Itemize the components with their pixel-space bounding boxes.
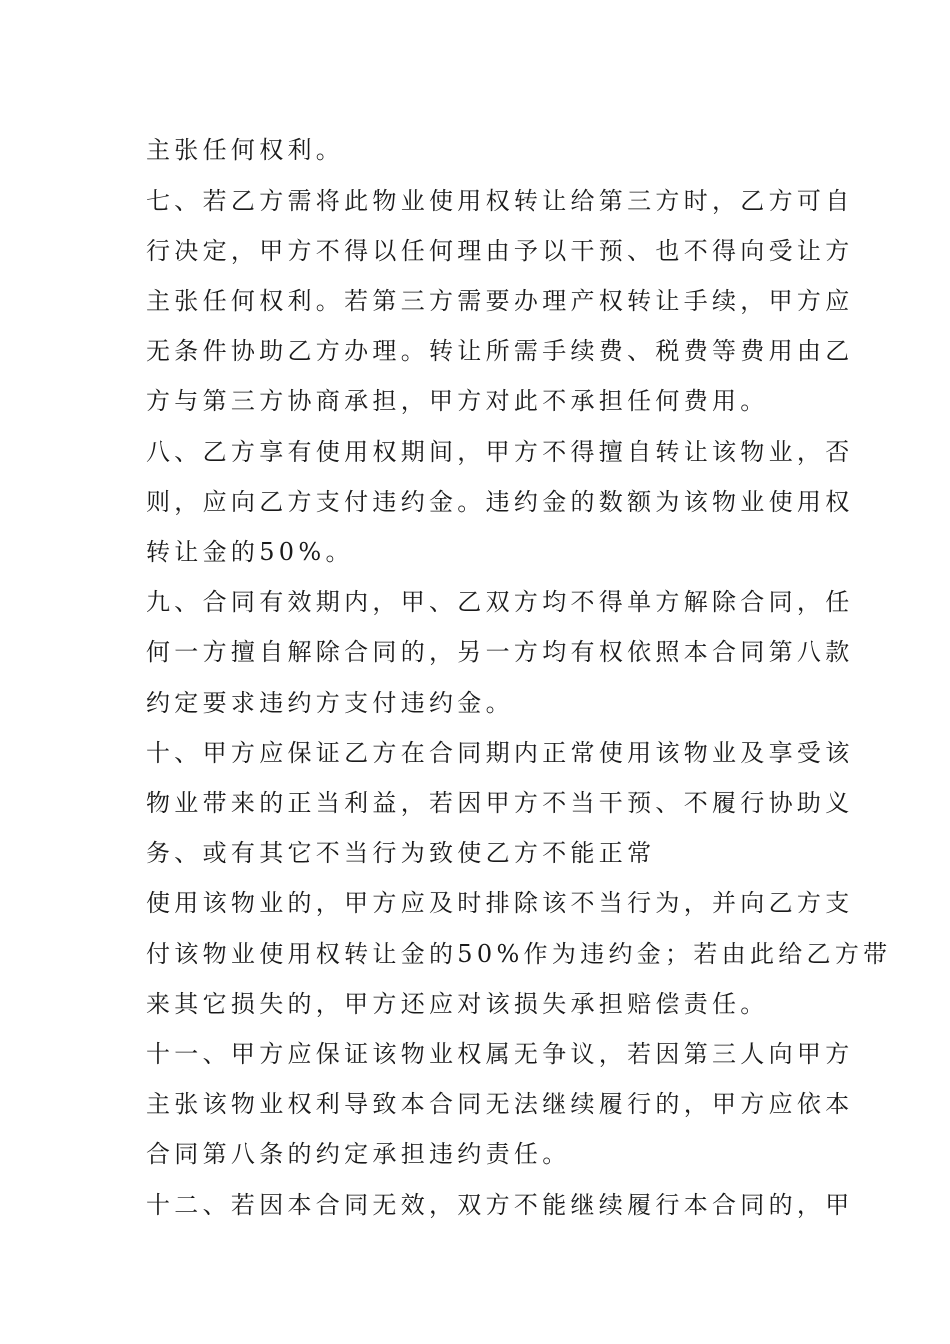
text-line: 转让金的50%。 <box>146 538 354 566</box>
text-line: 方与第三方协商承担，甲方对此不承担任何费用。 <box>146 387 769 415</box>
text-line: 何一方擅自解除合同的，另一方均有权依照本合同第八款 <box>146 638 854 666</box>
text-line: 行决定，甲方不得以任何理由予以干预、也不得向受让方 <box>146 237 854 265</box>
text-line: 付该物业使用权转让金的50%作为违约金；若由此给乙方带 <box>146 940 892 968</box>
text-line: 约定要求违约方支付违约金。 <box>146 689 514 717</box>
text-line: 务、或有其它不当行为致使乙方不能正常 <box>146 839 656 867</box>
text-line: 主张任何权利。 <box>146 136 345 164</box>
text-line: 无条件协助乙方办理。转让所需手续费、税费等费用由乙 <box>146 337 854 365</box>
text-line: 十、甲方应保证乙方在合同期内正常使用该物业及享受该 <box>146 739 854 767</box>
text-line: 十一、甲方应保证该物业权属无争议，若因第三人向甲方 <box>146 1040 854 1068</box>
text-line: 主张任何权利。若第三方需要办理产权转让手续，甲方应 <box>146 287 854 315</box>
text-line: 八、乙方享有使用权期间，甲方不得擅自转让该物业，否 <box>146 438 854 466</box>
text-line: 主张该物业权利导致本合同无法继续履行的，甲方应依本 <box>146 1090 854 1118</box>
text-line: 则，应向乙方支付违约金。违约金的数额为该物业使用权 <box>146 488 854 516</box>
text-line: 十二、若因本合同无效，双方不能继续履行本合同的，甲 <box>146 1191 854 1219</box>
text-line: 使用该物业的，甲方应及时排除该不当行为，并向乙方支 <box>146 889 854 917</box>
text-line: 物业带来的正当利益，若因甲方不当干预、不履行协助义 <box>146 789 854 817</box>
text-line: 来其它损失的，甲方还应对该损失承担赔偿责任。 <box>146 990 769 1018</box>
text-line: 九、合同有效期内，甲、乙双方均不得单方解除合同，任 <box>146 588 854 616</box>
text-line: 七、若乙方需将此物业使用权转让给第三方时，乙方可自 <box>146 187 854 215</box>
text-line: 合同第八条的约定承担违约责任。 <box>146 1140 571 1168</box>
